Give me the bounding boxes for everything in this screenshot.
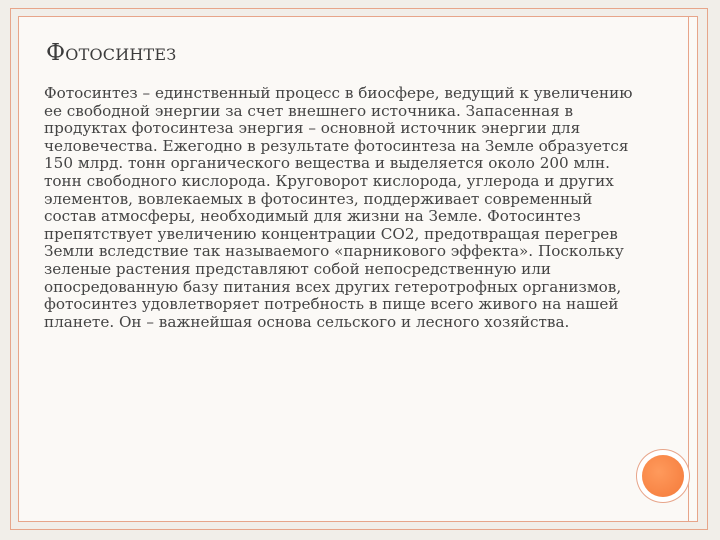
slide-body-text: Фотосинтез – единственный процесс в биосфере, ведущий к увеличению ее свободной энергии за счет внешнего источника. Запасенная в продуктах фотосинтеза энергия – основной источник энергии для человечества. Ежегодно в результате фотосинтеза на Земле образуется 150 млрд. тонн органического вещества и выделяется около 200 млн. тонн свободного кислорода. Круговорот кислорода, углерода и других элементов, вовлекаемых в фотосинтез, поддерживает современный состав атмосферы, необходимый для жизни на Земле. Фотосинтез препятствует увеличению концентрации СО2, предотвращая перегрев Земли вследствие так называемого «парникового эффекта». Поскольку зеленые растения представляют собой непосредственную или опосредованную базу питания всех других гетеротрофных организмов, фотосинтез удовлетворяет потребность в пище всего живого на нашей планете. Он – важнейшая основа сельского и лесного хозяйства.: [44, 84, 633, 331]
slide-title: Фотосинтез: [46, 40, 177, 66]
orange-circle-decoration: [642, 455, 684, 497]
right-frame-line: [688, 16, 689, 522]
